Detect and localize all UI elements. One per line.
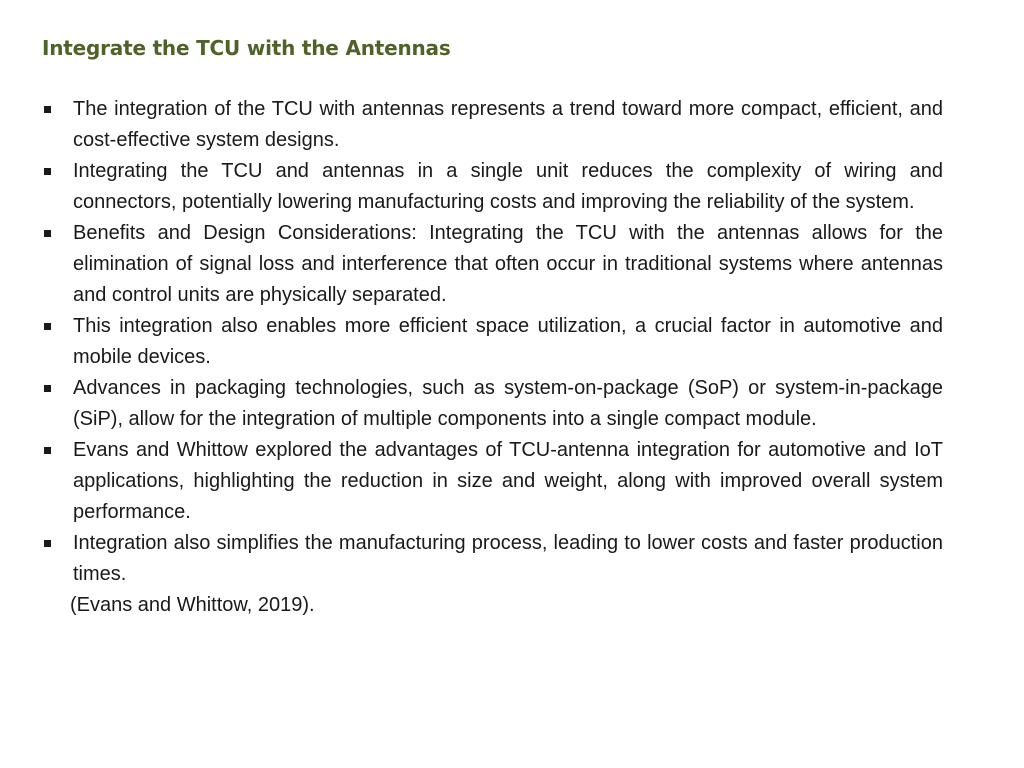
square-bullet-icon — [44, 447, 51, 454]
bullet-text: Benefits and Design Considerations: Integrating the TCU with the antennas allows for the elimination of signal loss and interference that often occur in traditional systems where antennas and control units are physically separated. — [73, 222, 943, 306]
square-bullet-icon — [44, 323, 51, 330]
bullet-text: Evans and Whittow explored the advantages of TCU-antenna integration for automotive and IoT applications, highlighting the reduction in size and weight, along with improved overall system performance. — [73, 439, 943, 523]
bullet-text: Integration also simplifies the manufacturing process, leading to lower costs and faster production times. — [73, 532, 943, 585]
bullet-list — [42, 94, 943, 621]
square-bullet-icon — [44, 540, 51, 547]
square-bullet-icon — [44, 168, 51, 175]
list-item — [42, 156, 943, 218]
square-bullet-icon — [44, 106, 51, 113]
list-item — [42, 218, 943, 311]
list-item — [42, 435, 943, 528]
list-item — [42, 528, 943, 590]
bullet-text: This integration also enables more efficient space utilization, a crucial factor in automotive and mobile devices. — [73, 315, 943, 368]
slide-title: Integrate the TCU with the Antennas — [42, 36, 451, 60]
bullet-text: The integration of the TCU with antennas represents a trend toward more compact, efficient, and cost-effective system designs. — [73, 98, 943, 151]
citation-item — [42, 590, 943, 621]
list-item — [42, 94, 943, 156]
citation: (Evans and Whittow, 2019). — [70, 594, 315, 616]
bullet-text: Advances in packaging technologies, such as system-on-package (SoP) or system-in-package (SiP), allow for the integration of multiple components into a single compact module. — [73, 377, 943, 430]
square-bullet-icon — [44, 230, 51, 237]
list-item — [42, 373, 943, 435]
square-bullet-icon — [44, 385, 51, 392]
list-item — [42, 311, 943, 373]
bullet-text: Integrating the TCU and antennas in a single unit reduces the complexity of wiring and connectors, potentially lowering manufacturing costs and improving the reliability of the system. — [73, 160, 943, 213]
